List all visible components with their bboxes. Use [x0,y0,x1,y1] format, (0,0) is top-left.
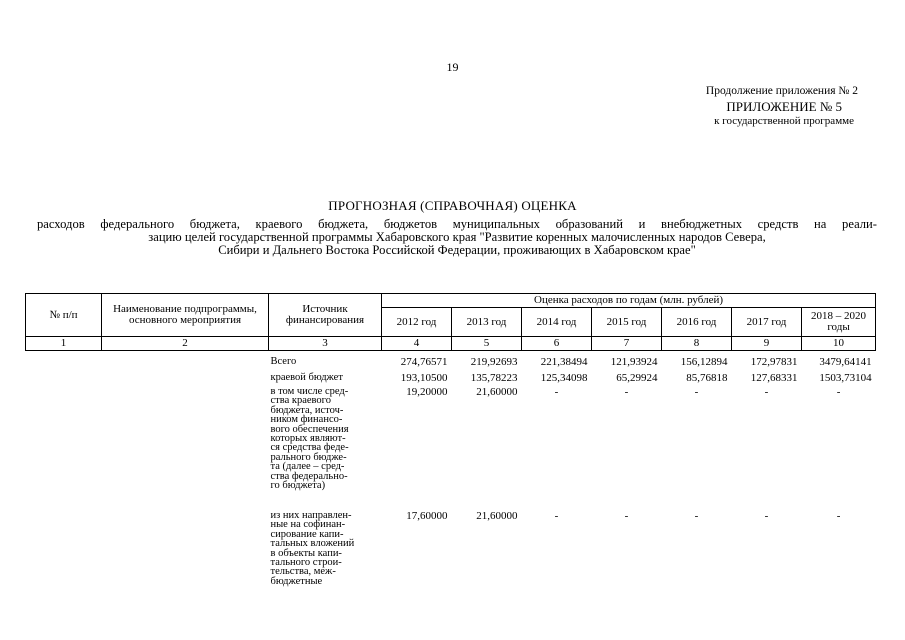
value-cell: 65,29924 [616,372,658,384]
value-cell: - [764,386,769,398]
value-cell: 127,68331 [750,372,798,384]
value-cell: - [694,510,699,522]
value-cell: 121,93924 [610,356,658,368]
value-cell: 219,92693 [470,356,518,368]
value-cell: 221,38494 [540,356,588,368]
source-cell: Всего [270,356,297,367]
table-row-federal-share [26,387,876,511]
value-cell: 156,12894 [680,356,728,368]
header-year: 2012 год [382,308,452,337]
header-name: Наименование подпрограммы, основного мероприятия [102,294,269,337]
appendix-reference: к государственной программе [714,115,854,127]
budget-estimate-table [25,293,876,601]
table-row-cofinancing [26,511,876,601]
value-cell: - [554,510,559,522]
value-cell: - [836,386,841,398]
value-cell: 172,97831 [750,356,798,368]
value-cell: 135,78223 [470,372,518,384]
header-year: 2016 год [662,308,732,337]
column-number: 4 [382,337,452,351]
column-number: 3 [269,337,382,351]
table-row-regional [26,373,876,387]
value-cell: - [554,386,559,398]
value-cell: - [624,510,629,522]
value-cell: - [836,510,841,522]
appendix-continuation: Продолжение приложения № 2 [705,85,858,97]
page-number: 19 [446,60,459,74]
value-cell: 125,34098 [540,372,588,384]
value-cell: 1503,73104 [819,372,872,384]
header-expense-group: Оценка расходов по годам (млн. рублей) [382,294,876,308]
column-number: 5 [452,337,522,351]
header-year: 2015 год [592,308,662,337]
value-cell: 3479,64141 [819,356,872,368]
column-number: 10 [802,337,876,351]
source-cell: краевой бюджет [270,372,343,383]
subtitle-line-1: расходов федерального бюджета, краевого бюджета, бюджетов муниципальных образований и внебюджетных средств на реали- [37,217,877,231]
column-number: 6 [522,337,592,351]
value-cell: - [694,386,699,398]
source-cell: в том числе сред- ства краевого бюджета, источ- ником финансо- вого обеспечения которых являют- ся средства феде- рального бюдже- та (далее – сред- ства федерально- го бюджета) [270,386,349,492]
header-num: № п/п [26,294,102,337]
column-number: 1 [26,337,102,351]
header-source: Источник финансирования [269,294,382,337]
header-year: 2013 год [452,308,522,337]
value-cell: 19,20000 [406,386,448,398]
value-cell: 193,10500 [400,372,448,384]
subtitle-line-3: Сибири и Дальнего Востока Российской Федерации, проживающих в Хабаровском крае" [218,243,696,257]
appendix-heading [560,84,858,129]
document-subtitle [37,218,877,257]
column-number: 7 [592,337,662,351]
header-year: 2018 – 2020 годы [802,308,876,337]
value-cell: - [764,510,769,522]
header-year: 2014 год [522,308,592,337]
column-number: 8 [662,337,732,351]
table-row-total [26,357,876,373]
source-cell: из них направлен- ные на софинан- сирование капи- тальных вложений в объекты капи- тального строи- тельства, меж- бюджетные [270,510,355,587]
value-cell: 21,60000 [476,386,518,398]
header-year: 2017 год [732,308,802,337]
value-cell: 274,76571 [400,356,448,368]
document-title: ПРОГНОЗНАЯ (СПРАВОЧНАЯ) ОЦЕНКА [328,198,577,213]
subtitle-line-2: зацию целей государственной программы Хабаровского края "Развитие коренных малочисленных народов Севера, [148,230,766,244]
value-cell: 17,60000 [406,510,448,522]
column-number: 9 [732,337,802,351]
appendix-title: ПРИЛОЖЕНИЕ № 5 [726,99,842,114]
value-cell: 85,76818 [686,372,728,384]
column-number: 2 [102,337,269,351]
value-cell: - [624,386,629,398]
value-cell: 21,60000 [476,510,518,522]
